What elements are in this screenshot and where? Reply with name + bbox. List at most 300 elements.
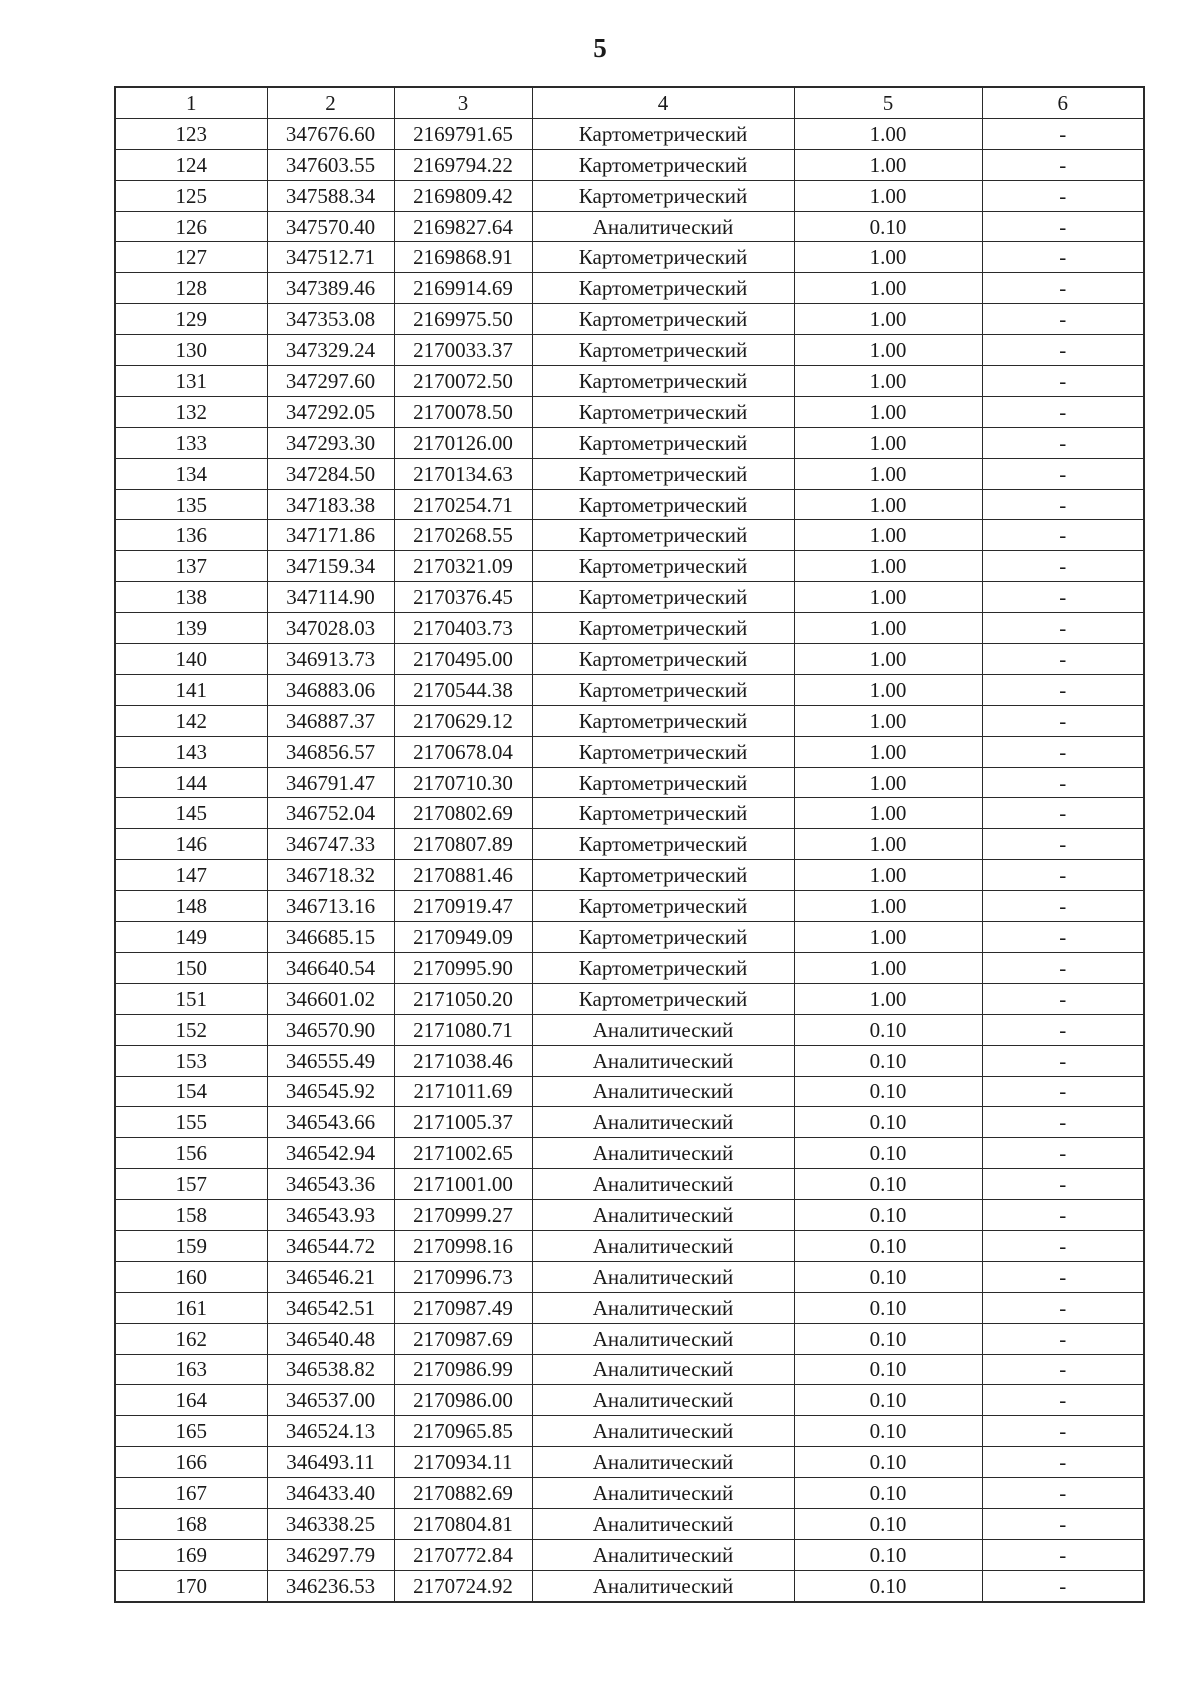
y-coordinate-cell: 2170772.84 bbox=[394, 1539, 532, 1570]
table-row bbox=[115, 551, 1144, 582]
y-coordinate-cell: 2170254.71 bbox=[394, 489, 532, 520]
table-row bbox=[115, 767, 1144, 798]
y-coordinate-cell: 2170678.04 bbox=[394, 736, 532, 767]
point-number-cell: 124 bbox=[115, 149, 267, 180]
point-number-cell: 133 bbox=[115, 427, 267, 458]
y-coordinate-cell: 2170268.55 bbox=[394, 520, 532, 551]
table-row bbox=[115, 1539, 1144, 1570]
description-cell: - bbox=[982, 211, 1144, 242]
method-cell: Аналитический bbox=[532, 1230, 794, 1261]
description-cell: - bbox=[982, 1416, 1144, 1447]
accuracy-cell: 1.00 bbox=[794, 798, 982, 829]
accuracy-cell: 1.00 bbox=[794, 891, 982, 922]
table-body bbox=[115, 118, 1144, 1601]
x-coordinate-cell: 347353.08 bbox=[267, 304, 394, 335]
accuracy-cell: 1.00 bbox=[794, 304, 982, 335]
point-number-cell: 169 bbox=[115, 1539, 267, 1570]
x-coordinate-cell: 347570.40 bbox=[267, 211, 394, 242]
x-coordinate-cell: 347389.46 bbox=[267, 273, 394, 304]
description-cell: - bbox=[982, 1323, 1144, 1354]
y-coordinate-cell: 2169914.69 bbox=[394, 273, 532, 304]
y-coordinate-cell: 2169827.64 bbox=[394, 211, 532, 242]
method-cell: Картометрический bbox=[532, 613, 794, 644]
method-cell: Аналитический bbox=[532, 1292, 794, 1323]
accuracy-cell: 0.10 bbox=[794, 1230, 982, 1261]
y-coordinate-cell: 2169791.65 bbox=[394, 118, 532, 149]
table-row bbox=[115, 1014, 1144, 1045]
point-number-cell: 135 bbox=[115, 489, 267, 520]
table-row bbox=[115, 705, 1144, 736]
column-header: 2 bbox=[267, 87, 394, 118]
x-coordinate-cell: 346713.16 bbox=[267, 891, 394, 922]
table-row bbox=[115, 1076, 1144, 1107]
point-number-cell: 151 bbox=[115, 983, 267, 1014]
x-coordinate-cell: 347171.86 bbox=[267, 520, 394, 551]
point-number-cell: 154 bbox=[115, 1076, 267, 1107]
x-coordinate-cell: 347588.34 bbox=[267, 180, 394, 211]
description-cell: - bbox=[982, 1447, 1144, 1478]
accuracy-cell: 1.00 bbox=[794, 396, 982, 427]
accuracy-cell: 1.00 bbox=[794, 705, 982, 736]
method-cell: Аналитический bbox=[532, 1323, 794, 1354]
accuracy-cell: 1.00 bbox=[794, 674, 982, 705]
method-cell: Картометрический bbox=[532, 366, 794, 397]
point-number-cell: 130 bbox=[115, 335, 267, 366]
description-cell: - bbox=[982, 983, 1144, 1014]
table-row bbox=[115, 829, 1144, 860]
description-cell: - bbox=[982, 1508, 1144, 1539]
y-coordinate-cell: 2170495.00 bbox=[394, 644, 532, 675]
table-row bbox=[115, 304, 1144, 335]
accuracy-cell: 1.00 bbox=[794, 335, 982, 366]
point-number-cell: 170 bbox=[115, 1570, 267, 1601]
y-coordinate-cell: 2171001.00 bbox=[394, 1169, 532, 1200]
method-cell: Аналитический bbox=[532, 1539, 794, 1570]
x-coordinate-cell: 347284.50 bbox=[267, 458, 394, 489]
table-row bbox=[115, 1508, 1144, 1539]
method-cell: Аналитический bbox=[532, 1261, 794, 1292]
y-coordinate-cell: 2170078.50 bbox=[394, 396, 532, 427]
method-cell: Картометрический bbox=[532, 952, 794, 983]
table-row bbox=[115, 1261, 1144, 1292]
method-cell: Аналитический bbox=[532, 1045, 794, 1076]
method-cell: Аналитический bbox=[532, 1447, 794, 1478]
x-coordinate-cell: 347297.60 bbox=[267, 366, 394, 397]
description-cell: - bbox=[982, 551, 1144, 582]
y-coordinate-cell: 2170934.11 bbox=[394, 1447, 532, 1478]
accuracy-cell: 1.00 bbox=[794, 180, 982, 211]
accuracy-cell: 0.10 bbox=[794, 1014, 982, 1045]
point-number-cell: 123 bbox=[115, 118, 267, 149]
description-cell: - bbox=[982, 366, 1144, 397]
point-number-cell: 131 bbox=[115, 366, 267, 397]
column-header: 6 bbox=[982, 87, 1144, 118]
point-number-cell: 159 bbox=[115, 1230, 267, 1261]
table-row bbox=[115, 118, 1144, 149]
method-cell: Картометрический bbox=[532, 767, 794, 798]
column-header: 4 bbox=[532, 87, 794, 118]
description-cell: - bbox=[982, 1014, 1144, 1045]
x-coordinate-cell: 347512.71 bbox=[267, 242, 394, 273]
description-cell: - bbox=[982, 1200, 1144, 1231]
x-coordinate-cell: 346542.51 bbox=[267, 1292, 394, 1323]
y-coordinate-cell: 2170134.63 bbox=[394, 458, 532, 489]
column-header: 5 bbox=[794, 87, 982, 118]
method-cell: Картометрический bbox=[532, 983, 794, 1014]
accuracy-cell: 1.00 bbox=[794, 952, 982, 983]
method-cell: Аналитический bbox=[532, 1138, 794, 1169]
method-cell: Картометрический bbox=[532, 427, 794, 458]
accuracy-cell: 0.10 bbox=[794, 1292, 982, 1323]
y-coordinate-cell: 2171080.71 bbox=[394, 1014, 532, 1045]
y-coordinate-cell: 2170544.38 bbox=[394, 674, 532, 705]
accuracy-cell: 1.00 bbox=[794, 551, 982, 582]
table-row bbox=[115, 366, 1144, 397]
point-number-cell: 163 bbox=[115, 1354, 267, 1385]
y-coordinate-cell: 2170403.73 bbox=[394, 613, 532, 644]
y-coordinate-cell: 2170804.81 bbox=[394, 1508, 532, 1539]
description-cell: - bbox=[982, 736, 1144, 767]
description-cell: - bbox=[982, 118, 1144, 149]
x-coordinate-cell: 346791.47 bbox=[267, 767, 394, 798]
description-cell: - bbox=[982, 304, 1144, 335]
point-number-cell: 126 bbox=[115, 211, 267, 242]
table-row bbox=[115, 1354, 1144, 1385]
point-number-cell: 152 bbox=[115, 1014, 267, 1045]
table-row bbox=[115, 1169, 1144, 1200]
accuracy-cell: 1.00 bbox=[794, 520, 982, 551]
method-cell: Аналитический bbox=[532, 1076, 794, 1107]
table-row bbox=[115, 180, 1144, 211]
method-cell: Картометрический bbox=[532, 674, 794, 705]
accuracy-cell: 0.10 bbox=[794, 1138, 982, 1169]
x-coordinate-cell: 346524.13 bbox=[267, 1416, 394, 1447]
description-cell: - bbox=[982, 520, 1144, 551]
method-cell: Аналитический bbox=[532, 1416, 794, 1447]
description-cell: - bbox=[982, 242, 1144, 273]
accuracy-cell: 0.10 bbox=[794, 1169, 982, 1200]
x-coordinate-cell: 346297.79 bbox=[267, 1539, 394, 1570]
x-coordinate-cell: 346752.04 bbox=[267, 798, 394, 829]
description-cell: - bbox=[982, 1076, 1144, 1107]
table-row bbox=[115, 489, 1144, 520]
method-cell: Картометрический bbox=[532, 273, 794, 304]
y-coordinate-cell: 2170321.09 bbox=[394, 551, 532, 582]
point-number-cell: 166 bbox=[115, 1447, 267, 1478]
table-row bbox=[115, 798, 1144, 829]
x-coordinate-cell: 346747.33 bbox=[267, 829, 394, 860]
description-cell: - bbox=[982, 1570, 1144, 1601]
table-row bbox=[115, 891, 1144, 922]
description-cell: - bbox=[982, 1539, 1144, 1570]
accuracy-cell: 1.00 bbox=[794, 582, 982, 613]
point-number-cell: 145 bbox=[115, 798, 267, 829]
y-coordinate-cell: 2170919.47 bbox=[394, 891, 532, 922]
point-number-cell: 150 bbox=[115, 952, 267, 983]
x-coordinate-cell: 346540.48 bbox=[267, 1323, 394, 1354]
accuracy-cell: 0.10 bbox=[794, 1076, 982, 1107]
table-row bbox=[115, 242, 1144, 273]
table-row bbox=[115, 458, 1144, 489]
accuracy-cell: 1.00 bbox=[794, 242, 982, 273]
accuracy-cell: 1.00 bbox=[794, 427, 982, 458]
method-cell: Аналитический bbox=[532, 1570, 794, 1601]
x-coordinate-cell: 346543.36 bbox=[267, 1169, 394, 1200]
point-number-cell: 157 bbox=[115, 1169, 267, 1200]
accuracy-cell: 0.10 bbox=[794, 1045, 982, 1076]
point-number-cell: 132 bbox=[115, 396, 267, 427]
x-coordinate-cell: 346236.53 bbox=[267, 1570, 394, 1601]
accuracy-cell: 0.10 bbox=[794, 1570, 982, 1601]
description-cell: - bbox=[982, 952, 1144, 983]
point-number-cell: 134 bbox=[115, 458, 267, 489]
x-coordinate-cell: 346538.82 bbox=[267, 1354, 394, 1385]
table-row bbox=[115, 1138, 1144, 1169]
point-number-cell: 129 bbox=[115, 304, 267, 335]
column-header: 3 bbox=[394, 87, 532, 118]
x-coordinate-cell: 346546.21 bbox=[267, 1261, 394, 1292]
method-cell: Картометрический bbox=[532, 489, 794, 520]
x-coordinate-cell: 346338.25 bbox=[267, 1508, 394, 1539]
y-coordinate-cell: 2170376.45 bbox=[394, 582, 532, 613]
x-coordinate-cell: 347114.90 bbox=[267, 582, 394, 613]
x-coordinate-cell: 346543.93 bbox=[267, 1200, 394, 1231]
x-coordinate-cell: 346718.32 bbox=[267, 860, 394, 891]
method-cell: Картометрический bbox=[532, 860, 794, 891]
x-coordinate-cell: 346570.90 bbox=[267, 1014, 394, 1045]
x-coordinate-cell: 346856.57 bbox=[267, 736, 394, 767]
accuracy-cell: 0.10 bbox=[794, 1354, 982, 1385]
table-row bbox=[115, 736, 1144, 767]
y-coordinate-cell: 2170881.46 bbox=[394, 860, 532, 891]
y-coordinate-cell: 2170987.49 bbox=[394, 1292, 532, 1323]
accuracy-cell: 1.00 bbox=[794, 149, 982, 180]
point-number-cell: 138 bbox=[115, 582, 267, 613]
method-cell: Картометрический bbox=[532, 705, 794, 736]
method-cell: Картометрический bbox=[532, 736, 794, 767]
accuracy-cell: 0.10 bbox=[794, 1323, 982, 1354]
table-row bbox=[115, 149, 1144, 180]
description-cell: - bbox=[982, 613, 1144, 644]
description-cell: - bbox=[982, 1107, 1144, 1138]
description-cell: - bbox=[982, 273, 1144, 304]
x-coordinate-cell: 346883.06 bbox=[267, 674, 394, 705]
description-cell: - bbox=[982, 644, 1144, 675]
accuracy-cell: 1.00 bbox=[794, 273, 982, 304]
y-coordinate-cell: 2170629.12 bbox=[394, 705, 532, 736]
description-cell: - bbox=[982, 860, 1144, 891]
y-coordinate-cell: 2170882.69 bbox=[394, 1478, 532, 1509]
accuracy-cell: 1.00 bbox=[794, 366, 982, 397]
method-cell: Аналитический bbox=[532, 1169, 794, 1200]
point-number-cell: 128 bbox=[115, 273, 267, 304]
point-number-cell: 161 bbox=[115, 1292, 267, 1323]
point-number-cell: 148 bbox=[115, 891, 267, 922]
accuracy-cell: 1.00 bbox=[794, 644, 982, 675]
accuracy-cell: 1.00 bbox=[794, 458, 982, 489]
y-coordinate-cell: 2170987.69 bbox=[394, 1323, 532, 1354]
x-coordinate-cell: 347603.55 bbox=[267, 149, 394, 180]
page-number: 5 bbox=[593, 33, 607, 63]
y-coordinate-cell: 2169794.22 bbox=[394, 149, 532, 180]
x-coordinate-cell: 346545.92 bbox=[267, 1076, 394, 1107]
x-coordinate-cell: 347292.05 bbox=[267, 396, 394, 427]
accuracy-cell: 1.00 bbox=[794, 860, 982, 891]
description-cell: - bbox=[982, 582, 1144, 613]
coordinates-table bbox=[114, 86, 1145, 1603]
table-row bbox=[115, 1292, 1144, 1323]
accuracy-cell: 1.00 bbox=[794, 736, 982, 767]
y-coordinate-cell: 2171050.20 bbox=[394, 983, 532, 1014]
table-row bbox=[115, 1416, 1144, 1447]
method-cell: Аналитический bbox=[532, 1354, 794, 1385]
y-coordinate-cell: 2169868.91 bbox=[394, 242, 532, 273]
table-row bbox=[115, 1385, 1144, 1416]
accuracy-cell: 1.00 bbox=[794, 489, 982, 520]
y-coordinate-cell: 2170126.00 bbox=[394, 427, 532, 458]
accuracy-cell: 0.10 bbox=[794, 1539, 982, 1570]
description-cell: - bbox=[982, 1045, 1144, 1076]
accuracy-cell: 0.10 bbox=[794, 1200, 982, 1231]
method-cell: Аналитический bbox=[532, 1385, 794, 1416]
table-row bbox=[115, 1570, 1144, 1601]
x-coordinate-cell: 346640.54 bbox=[267, 952, 394, 983]
method-cell: Картометрический bbox=[532, 396, 794, 427]
y-coordinate-cell: 2170995.90 bbox=[394, 952, 532, 983]
x-coordinate-cell: 346433.40 bbox=[267, 1478, 394, 1509]
y-coordinate-cell: 2171005.37 bbox=[394, 1107, 532, 1138]
description-cell: - bbox=[982, 489, 1144, 520]
point-number-cell: 162 bbox=[115, 1323, 267, 1354]
method-cell: Картометрический bbox=[532, 242, 794, 273]
point-number-cell: 141 bbox=[115, 674, 267, 705]
y-coordinate-cell: 2170999.27 bbox=[394, 1200, 532, 1231]
accuracy-cell: 0.10 bbox=[794, 1261, 982, 1292]
point-number-cell: 146 bbox=[115, 829, 267, 860]
point-number-cell: 160 bbox=[115, 1261, 267, 1292]
description-cell: - bbox=[982, 891, 1144, 922]
description-cell: - bbox=[982, 1230, 1144, 1261]
x-coordinate-cell: 346555.49 bbox=[267, 1045, 394, 1076]
table-header bbox=[115, 87, 1144, 118]
method-cell: Картометрический bbox=[532, 798, 794, 829]
point-number-cell: 142 bbox=[115, 705, 267, 736]
method-cell: Картометрический bbox=[532, 304, 794, 335]
table-row bbox=[115, 613, 1144, 644]
description-cell: - bbox=[982, 427, 1144, 458]
point-number-cell: 158 bbox=[115, 1200, 267, 1231]
x-coordinate-cell: 347028.03 bbox=[267, 613, 394, 644]
x-coordinate-cell: 346544.72 bbox=[267, 1230, 394, 1261]
y-coordinate-cell: 2170724.92 bbox=[394, 1570, 532, 1601]
point-number-cell: 147 bbox=[115, 860, 267, 891]
x-coordinate-cell: 347293.30 bbox=[267, 427, 394, 458]
header-row bbox=[115, 87, 1144, 118]
method-cell: Аналитический bbox=[532, 1014, 794, 1045]
method-cell: Картометрический bbox=[532, 644, 794, 675]
description-cell: - bbox=[982, 180, 1144, 211]
method-cell: Картометрический bbox=[532, 149, 794, 180]
table-row bbox=[115, 582, 1144, 613]
description-cell: - bbox=[982, 1354, 1144, 1385]
point-number-cell: 149 bbox=[115, 922, 267, 953]
point-number-cell: 136 bbox=[115, 520, 267, 551]
accuracy-cell: 1.00 bbox=[794, 118, 982, 149]
method-cell: Картометрический bbox=[532, 180, 794, 211]
table-row bbox=[115, 983, 1144, 1014]
point-number-cell: 127 bbox=[115, 242, 267, 273]
method-cell: Картометрический bbox=[532, 829, 794, 860]
x-coordinate-cell: 346493.11 bbox=[267, 1447, 394, 1478]
method-cell: Аналитический bbox=[532, 1478, 794, 1509]
y-coordinate-cell: 2170986.99 bbox=[394, 1354, 532, 1385]
point-number-cell: 167 bbox=[115, 1478, 267, 1509]
method-cell: Картометрический bbox=[532, 458, 794, 489]
description-cell: - bbox=[982, 829, 1144, 860]
y-coordinate-cell: 2170802.69 bbox=[394, 798, 532, 829]
point-number-cell: 155 bbox=[115, 1107, 267, 1138]
x-coordinate-cell: 346537.00 bbox=[267, 1385, 394, 1416]
description-cell: - bbox=[982, 674, 1144, 705]
point-number-cell: 137 bbox=[115, 551, 267, 582]
method-cell: Картометрический bbox=[532, 582, 794, 613]
point-number-cell: 143 bbox=[115, 736, 267, 767]
method-cell: Аналитический bbox=[532, 1107, 794, 1138]
point-number-cell: 164 bbox=[115, 1385, 267, 1416]
accuracy-cell: 0.10 bbox=[794, 1107, 982, 1138]
point-number-cell: 153 bbox=[115, 1045, 267, 1076]
description-cell: - bbox=[982, 798, 1144, 829]
y-coordinate-cell: 2170807.89 bbox=[394, 829, 532, 860]
accuracy-cell: 0.10 bbox=[794, 211, 982, 242]
description-cell: - bbox=[982, 396, 1144, 427]
x-coordinate-cell: 347159.34 bbox=[267, 551, 394, 582]
y-coordinate-cell: 2169975.50 bbox=[394, 304, 532, 335]
description-cell: - bbox=[982, 922, 1144, 953]
y-coordinate-cell: 2170965.85 bbox=[394, 1416, 532, 1447]
accuracy-cell: 0.10 bbox=[794, 1478, 982, 1509]
description-cell: - bbox=[982, 767, 1144, 798]
table-row bbox=[115, 922, 1144, 953]
table-row bbox=[115, 952, 1144, 983]
method-cell: Картометрический bbox=[532, 118, 794, 149]
point-number-cell: 168 bbox=[115, 1508, 267, 1539]
table-row bbox=[115, 1107, 1144, 1138]
table-row bbox=[115, 273, 1144, 304]
accuracy-cell: 1.00 bbox=[794, 922, 982, 953]
y-coordinate-cell: 2170998.16 bbox=[394, 1230, 532, 1261]
table-row bbox=[115, 396, 1144, 427]
point-number-cell: 125 bbox=[115, 180, 267, 211]
point-number-cell: 165 bbox=[115, 1416, 267, 1447]
table-row bbox=[115, 1200, 1144, 1231]
accuracy-cell: 0.10 bbox=[794, 1385, 982, 1416]
description-cell: - bbox=[982, 1138, 1144, 1169]
description-cell: - bbox=[982, 1292, 1144, 1323]
x-coordinate-cell: 346913.73 bbox=[267, 644, 394, 675]
table-row bbox=[115, 674, 1144, 705]
y-coordinate-cell: 2170710.30 bbox=[394, 767, 532, 798]
accuracy-cell: 1.00 bbox=[794, 767, 982, 798]
description-cell: - bbox=[982, 458, 1144, 489]
table-row bbox=[115, 211, 1144, 242]
point-number-cell: 140 bbox=[115, 644, 267, 675]
table-row bbox=[115, 335, 1144, 366]
method-cell: Аналитический bbox=[532, 1200, 794, 1231]
accuracy-cell: 0.10 bbox=[794, 1508, 982, 1539]
method-cell: Картометрический bbox=[532, 891, 794, 922]
description-cell: - bbox=[982, 335, 1144, 366]
